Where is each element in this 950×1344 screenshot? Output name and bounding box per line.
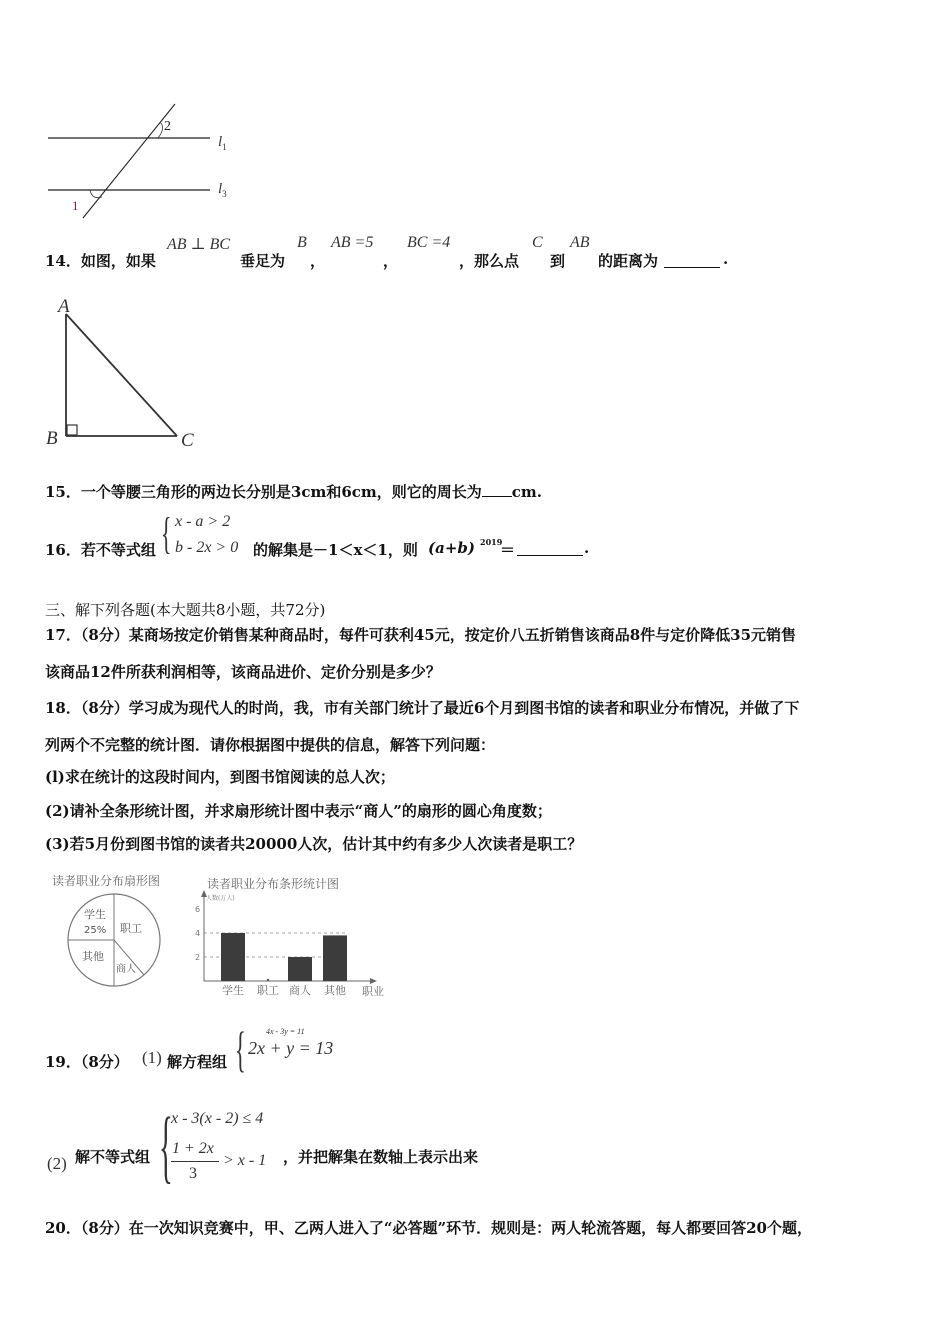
question-14: 14．如图，如果 AB ⊥ BC 垂足为 B ， AB =5 ， BC =4 ，那么点 C 到 AB 的距离为 . [45,234,729,270]
x-tick-label-0: 学生 [222,984,244,997]
pie-label-student-pct: 25% [84,925,107,936]
question-17-line2: 该商品12件所获利润相等，该商品进价、定价分别是多少？ [45,663,441,681]
pie-chart-title: 读者职业分布扇形图 [52,874,161,888]
side-ac [66,314,177,436]
bar-0 [221,933,245,981]
x-axis-arrow [370,978,377,984]
line-l3-label: $l_3$ [218,181,227,199]
vertex-a-label: A [58,296,70,317]
answer-blank-14[interactable] [664,250,720,268]
question-19: 19．（8分） (1) 解方程组 { 4x - 3y = 11 2x + y = 13 [45,1021,334,1077]
brace-19: { [235,1021,246,1077]
question-17-line1: 17．（8分）某商场按定价销售某种商品时，每件可获利45元，按定价八五折销售该商品8件与定价降低35元销售 [45,626,797,644]
y-tick-label-6: 6 [195,905,201,914]
question-18-part1: (l)求在统计的这段时间内，到图书馆阅读的总人次； [45,768,395,786]
question-18-part2: (2)请补全条形统计图，并求扇形统计图中表示“商人”的扇形的圆心角度数； [45,802,552,820]
question-15: 15．一个等腰三角形的两边长分别是3cm和6cm，则它的周长为 cm. [45,483,542,501]
x-tick-label-2: 商人 [289,984,311,997]
right-triangle-figure [42,292,212,454]
question-16: 16．若不等式组 { x - a > 2 b - 2x > 0 的解集是－1＜x＜1，则 (a+b) 2019 ＝ . [45,509,590,559]
transversal [83,104,175,218]
question-18-line2: 列两个不完整的统计图．请你根据图中提供的信息，解答下列问题： [45,736,496,754]
y-tick-label-4: 4 [195,929,201,938]
math-ab-perp-bc: AB ⊥ BC [167,236,231,253]
pie-label-worker: 职工 [120,922,142,935]
angle-1-label: 1 [72,198,79,213]
question-20-line1: 20．（8分）在一次知识竞赛中，甲、乙两人进入了“必答题”环节．规则是：两人轮流答题，每人都要回答20个题， [45,1219,812,1237]
section-3-heading: 三、解下列各题(本大题共8小题，共72分) [45,601,326,619]
bar-3 [323,935,347,981]
fraction-bar [171,1161,219,1162]
x-tick-label-1: 职工 [257,984,279,997]
brace-16: { [161,509,172,558]
pie-label-merchant: 商人 [116,964,136,975]
pie-label-other: 其他 [82,950,104,963]
x-axis-label: 职业 [362,985,384,998]
bar-chart-title: 读者职业分布条形统计图 [207,877,340,891]
parallel-lines-figure [40,98,240,223]
y-tick-label-2: 2 [195,953,201,962]
bar-missing-marker-1 [267,979,269,981]
question-19-part2: (2) 解不等式组 { x - 3(x - 2) ≤ 4 1 + 2x 3 > x - 1 ，并把解集在数轴上表示出来 [47,1100,479,1191]
brace-19-2: { [159,1100,173,1191]
answer-blank-16[interactable] [517,539,583,556]
question-18-line1: 18．（8分）学习成为现代人的时尚，我，市有关部门统计了最近6个月到图书馆的读者和职业分布情况，并做了下 [45,699,800,717]
bar-chart [180,887,400,1002]
angle-2-label: 2 [164,119,171,134]
vertex-b-label: B [46,428,58,449]
line-l1-label: $l_1$ [218,134,227,152]
bar-2 [288,957,312,981]
vertex-c-label: C [181,430,194,451]
y-axis-label: 人数(万人) [206,895,235,902]
right-angle-mark [67,425,77,435]
question-18-part3: (3)若5月份到图书馆的读者共20000人次，估计其中约有多少人次读者是职工？ [45,835,583,853]
pie-chart [62,888,167,993]
pie-label-student: 学生 [84,908,106,921]
answer-blank-15[interactable] [482,482,512,497]
x-tick-label-3: 其他 [324,984,346,997]
